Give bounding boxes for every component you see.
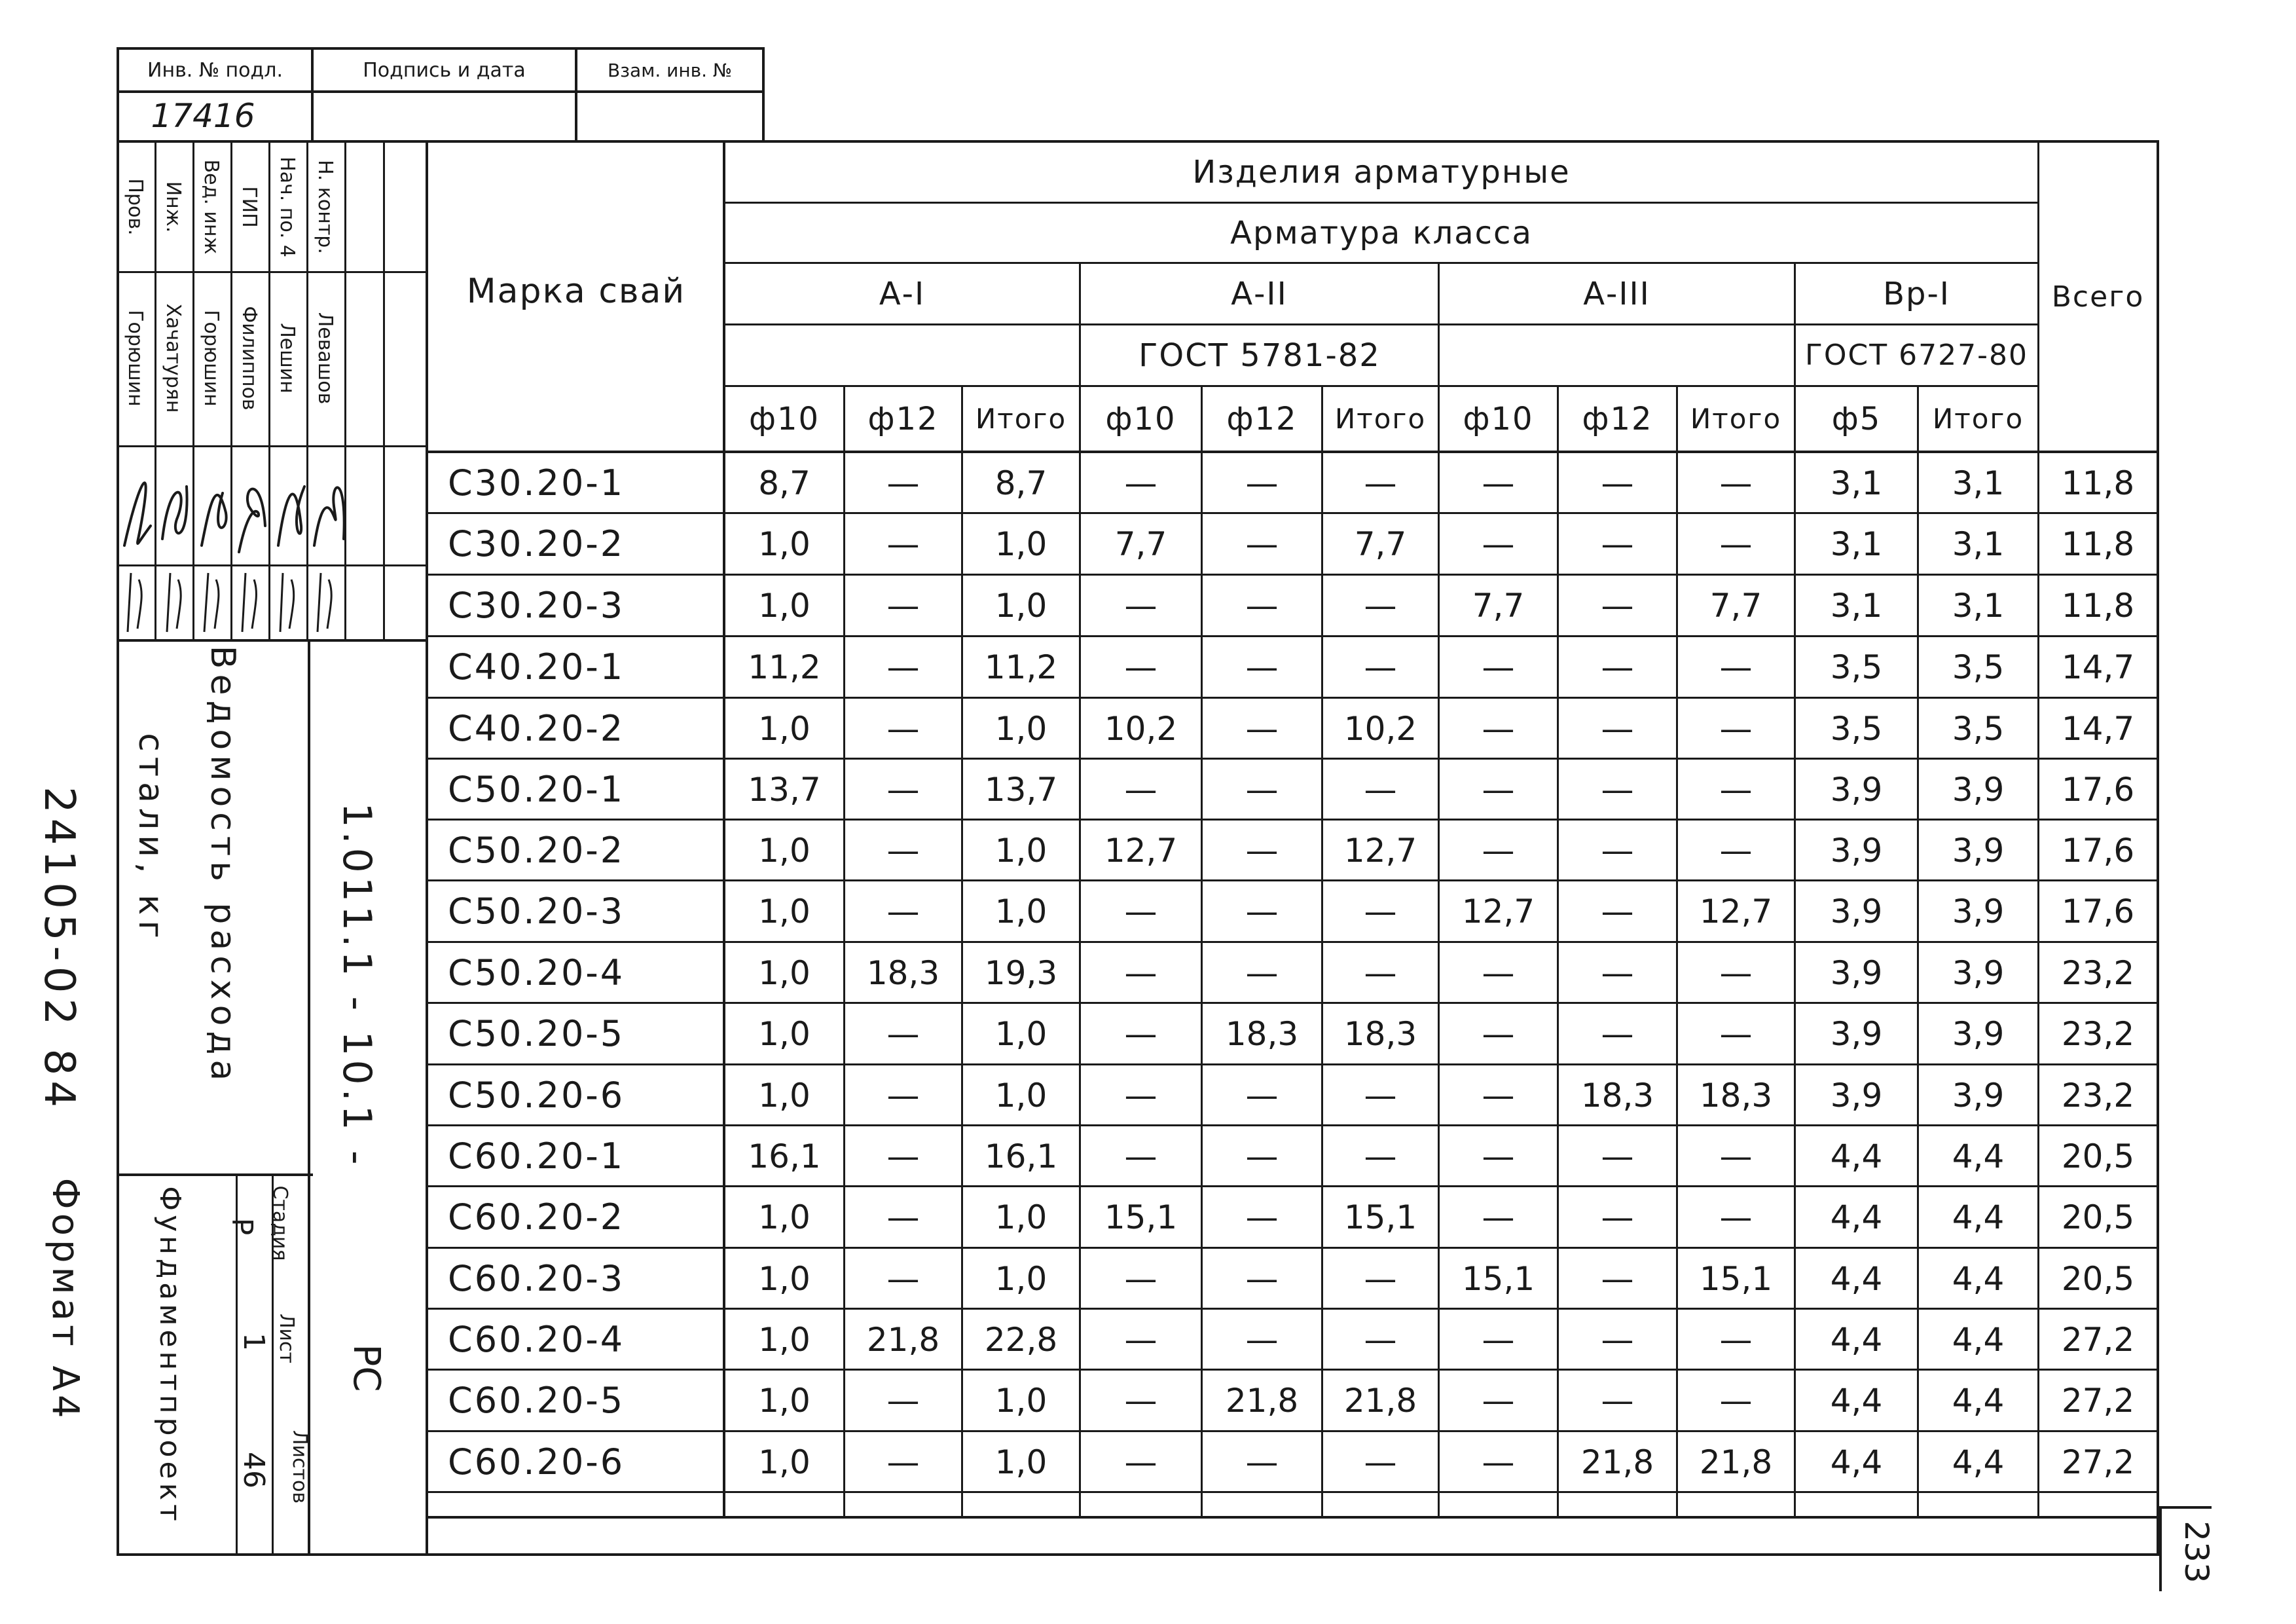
table-cell: 15,1 [1699, 1259, 1773, 1298]
table-cell: 1,0 [758, 1198, 811, 1236]
table-cell: 27,2 [2061, 1443, 2135, 1481]
table-cell: 13,7 [748, 770, 821, 809]
table-cell: 3,9 [1830, 892, 1883, 931]
table-cell: 4,4 [1830, 1381, 1883, 1420]
table-cell: — [1601, 525, 1634, 563]
table-cell: 1,0 [994, 586, 1048, 625]
table-cell: — [1364, 953, 1397, 992]
inventory-number: 17416 [151, 97, 255, 135]
table-cell: 1,0 [758, 953, 811, 992]
table-cell: — [886, 1137, 920, 1175]
table-cell: — [1245, 525, 1279, 563]
table-cell: — [1601, 1137, 1634, 1175]
table-cell: 16,1 [984, 1137, 1058, 1175]
table-cell: — [1124, 464, 1157, 502]
table-cell: 1,0 [994, 525, 1048, 563]
table-cell: — [1245, 892, 1279, 931]
mark-header: Марка свай [466, 272, 686, 311]
pile-mark-cell: С30.20-2 [448, 523, 625, 564]
signature-dates [118, 566, 386, 638]
table-cell: 12,7 [1699, 892, 1773, 931]
sub-a2-d12: ф12 [1226, 400, 1298, 437]
table-cell: 18,3 [1225, 1014, 1299, 1053]
table-cell: — [1124, 770, 1157, 809]
table-cell: 17,6 [2061, 831, 2135, 870]
sub-a1-d12: ф12 [867, 400, 939, 437]
table-cell: — [1601, 953, 1634, 992]
table-cell: 21,8 [1699, 1443, 1773, 1481]
table-cell: 21,8 [1343, 1381, 1417, 1420]
table-cell: — [1482, 953, 1515, 992]
table-cell: 1,0 [758, 1320, 811, 1359]
table-cell: — [1245, 709, 1279, 748]
table-cell: 1,0 [994, 1014, 1048, 1053]
sub-a2-d10: ф10 [1105, 400, 1176, 437]
archive-number: 24105-02 84 [35, 786, 83, 1113]
table-cell: 8,7 [994, 464, 1048, 502]
role-nach: Нач. по. 4 [276, 157, 299, 257]
table-cell: — [886, 525, 920, 563]
total-header: Всего [2051, 280, 2145, 314]
table-cell: — [1601, 709, 1634, 748]
table-cell: — [1124, 1076, 1157, 1115]
sub-a1-d10: ф10 [748, 400, 820, 437]
table-cell: 3,5 [1952, 709, 2005, 748]
table-cell: — [1364, 586, 1397, 625]
pile-mark-cell: С40.20-2 [448, 708, 625, 749]
table-cell: 18,3 [866, 953, 940, 992]
table-cell: — [1364, 1320, 1397, 1359]
table-cell: — [1364, 1259, 1397, 1298]
inv-podl-label: Инв. № подл. [147, 58, 283, 82]
table-cell: — [1482, 464, 1515, 502]
table-cell: 3,9 [1952, 770, 2005, 809]
table-cell: 15,1 [1461, 1259, 1535, 1298]
table-cell: 4,4 [1952, 1198, 2005, 1236]
table-cell: 18,3 [1699, 1076, 1773, 1115]
table-cell: 3,1 [1830, 586, 1883, 625]
table-cell: — [886, 770, 920, 809]
sub-a3-total: Итого [1690, 403, 1782, 435]
pile-mark-cell: С30.20-1 [448, 462, 625, 504]
table-cell: 4,4 [1830, 1137, 1883, 1175]
table-cell: — [1482, 770, 1515, 809]
table-cell: 3,9 [1952, 892, 2005, 931]
pile-mark-cell: С60.20-2 [448, 1196, 625, 1238]
table-cell: — [1482, 831, 1515, 870]
name-filippov: Филиппов [238, 306, 261, 411]
table-cell: — [1124, 1014, 1157, 1053]
doc-code: 1.011.1 - 10.1 - [334, 802, 380, 1169]
sub-a2-total: Итого [1334, 403, 1427, 435]
table-cell: 4,4 [1952, 1259, 2005, 1298]
pile-mark-cell: С60.20-6 [448, 1441, 625, 1483]
table-cell: — [1245, 1198, 1279, 1236]
table-cell: 21,8 [1225, 1381, 1299, 1420]
table-cell: 20,5 [2061, 1198, 2135, 1236]
table-cell: 7,7 [1709, 586, 1762, 625]
table-cell: — [1364, 648, 1397, 686]
table-cell: 3,9 [1830, 831, 1883, 870]
table-cell: — [1245, 1259, 1279, 1298]
table-cell: — [1719, 1381, 1753, 1420]
format-label: Формат А4 [44, 1177, 87, 1422]
table-cell: — [1601, 586, 1634, 625]
signatures [118, 447, 386, 565]
class-vr1: Вр-I [1883, 275, 1950, 312]
table-cell: — [1245, 1137, 1279, 1175]
table-cell: — [1719, 1014, 1753, 1053]
table-cell: 3,5 [1952, 648, 2005, 686]
class-a3: А-III [1583, 275, 1650, 312]
table-cell: 3,1 [1830, 525, 1883, 563]
table-cell: — [1364, 770, 1397, 809]
table-cell: 12,7 [1461, 892, 1535, 931]
table-cell: — [886, 1259, 920, 1298]
table-cell: — [1482, 1320, 1515, 1359]
stage-code: РС [345, 1344, 388, 1392]
table-cell: 3,1 [1952, 586, 2005, 625]
gost-5781: ГОСТ 5781-82 [1139, 337, 1381, 374]
role-prov: Пров. [124, 178, 147, 236]
table-cell: 20,5 [2061, 1259, 2135, 1298]
table-cell: 3,9 [1830, 953, 1883, 992]
pile-mark-cell: С60.20-3 [448, 1258, 625, 1299]
table-cell: — [1245, 953, 1279, 992]
table-cell: 23,2 [2061, 953, 2135, 992]
table-cell: 23,2 [2061, 1076, 2135, 1115]
table-cell: — [886, 1076, 920, 1115]
sub-a3-d10: ф10 [1463, 400, 1534, 437]
table-cell: 4,4 [1830, 1320, 1883, 1359]
table-cell: 10,2 [1104, 709, 1178, 748]
table-cell: 27,2 [2061, 1381, 2135, 1420]
table-cell: — [1601, 831, 1634, 870]
name-khachaturyan: Хачатурян [162, 303, 185, 413]
table-cell: — [1482, 1198, 1515, 1236]
table-cell: — [1482, 1137, 1515, 1175]
table-cell: 3,1 [1952, 464, 2005, 502]
pile-mark-cell: С40.20-1 [448, 646, 625, 688]
sub-a3-d12: ф12 [1582, 400, 1653, 437]
table-cell: 11,8 [2061, 586, 2135, 625]
table-cell: 1,0 [758, 525, 811, 563]
sub-vr1-total: Итого [1932, 403, 2024, 435]
table-cell: 4,4 [1830, 1443, 1883, 1481]
table-cell: — [1719, 1137, 1753, 1175]
table-cell: 18,3 [1343, 1014, 1417, 1053]
table-cell: 3,9 [1830, 770, 1883, 809]
stadia-label: Стадия [268, 1185, 292, 1261]
table-cell: — [1601, 1381, 1634, 1420]
table-cell: — [1601, 770, 1634, 809]
table-cell: 1,0 [758, 1014, 811, 1053]
table-cell: — [1482, 525, 1515, 563]
table-cell: — [1601, 892, 1634, 931]
table-cell: 22,8 [984, 1320, 1058, 1359]
table-cell: — [886, 586, 920, 625]
table-cell: 3,9 [1830, 1014, 1883, 1053]
table-cell: 1,0 [994, 831, 1048, 870]
class-a2: А-II [1231, 275, 1288, 312]
table-cell: 4,4 [1952, 1443, 2005, 1481]
pile-mark-cell: С60.20-1 [448, 1135, 625, 1177]
table-cell: — [1124, 586, 1157, 625]
table-cell: 4,4 [1952, 1381, 2005, 1420]
table-cell: 15,1 [1343, 1198, 1417, 1236]
table-cell: 3,1 [1830, 464, 1883, 502]
table-cell: — [1719, 953, 1753, 992]
table-cell: — [1364, 1443, 1397, 1481]
table-cell: — [1601, 1198, 1634, 1236]
table-cell: 1,0 [994, 1443, 1048, 1481]
table-cell: 15,1 [1104, 1198, 1178, 1236]
table-cell: 23,2 [2061, 1014, 2135, 1053]
table-cell: 12,7 [1343, 831, 1417, 870]
pile-mark-cell: С60.20-5 [448, 1380, 625, 1421]
table-cell: 11,2 [984, 648, 1058, 686]
table-cell: 3,9 [1952, 1076, 2005, 1115]
table-cell: — [1719, 1320, 1753, 1359]
table-cell: — [1364, 1076, 1397, 1115]
table-cell: 12,7 [1104, 831, 1178, 870]
podpis-data-label: Подпись и дата [363, 58, 526, 82]
table-cell: 11,8 [2061, 464, 2135, 502]
table-cell: 3,5 [1830, 648, 1883, 686]
table-cell: 1,0 [758, 586, 811, 625]
list-label: Лист [275, 1313, 299, 1364]
table-cell: — [1245, 1076, 1279, 1115]
gost-6727: ГОСТ 6727-80 [1805, 339, 2028, 372]
table-cell: 1,0 [994, 1198, 1048, 1236]
table-cell: 1,0 [758, 892, 811, 931]
table-cell: 4,4 [1952, 1320, 2005, 1359]
table-cell: — [886, 1443, 920, 1481]
table-cell: — [886, 648, 920, 686]
table-cell: 16,1 [748, 1137, 821, 1175]
pile-mark-cell: С50.20-6 [448, 1075, 625, 1116]
table-cell: 1,0 [758, 709, 811, 748]
pile-mark-cell: С60.20-4 [448, 1319, 625, 1360]
pile-mark-cell: С50.20-4 [448, 952, 625, 993]
table-cell: 3,1 [1952, 525, 2005, 563]
table-cell: — [1719, 770, 1753, 809]
table-cell: — [886, 1014, 920, 1053]
table-cell: — [1482, 648, 1515, 686]
role-n-kontr: Н. контр. [314, 160, 337, 254]
role-gip: ГИП [238, 186, 261, 228]
table-cell: 1,0 [994, 1381, 1048, 1420]
table-cell: — [1124, 648, 1157, 686]
table-cell: 8,7 [758, 464, 811, 502]
table-cell: — [1719, 464, 1753, 502]
table-cell: — [1719, 709, 1753, 748]
table-cell: 11,2 [748, 648, 821, 686]
table-cell: — [1124, 1259, 1157, 1298]
table-cell: 7,7 [1354, 525, 1407, 563]
page-number: 233 [2178, 1521, 2215, 1583]
table-cell: 11,8 [2061, 525, 2135, 563]
vzam-inv-label: Взам. инв. № [607, 59, 733, 81]
table-cell: 1,0 [758, 831, 811, 870]
table-cell: 17,6 [2061, 892, 2135, 931]
table-cell: 21,8 [1580, 1443, 1654, 1481]
table-cell: 1,0 [758, 1443, 811, 1481]
table-cell: 27,2 [2061, 1320, 2135, 1359]
table-cell: 1,0 [994, 709, 1048, 748]
table-cell: — [1364, 892, 1397, 931]
table-cell: — [1601, 464, 1634, 502]
table-cell: — [1601, 648, 1634, 686]
sub-vr1-d5: ф5 [1831, 400, 1882, 437]
role-ved-inzh: Вед. инж [200, 159, 223, 255]
group-title: Изделия арматурные [1192, 154, 1571, 191]
table-cell: — [1719, 525, 1753, 563]
table-cell: — [886, 1381, 920, 1420]
table-cell: 1,0 [994, 892, 1048, 931]
table-cell: — [1245, 648, 1279, 686]
table-cell: — [1364, 464, 1397, 502]
table-cell: — [1482, 1076, 1515, 1115]
table-cell: — [886, 464, 920, 502]
table-cell: — [1482, 1014, 1515, 1053]
table-cell: 3,9 [1830, 1076, 1883, 1115]
organization: Фундаментпроект [153, 1186, 187, 1525]
table-cell: 19,3 [984, 953, 1058, 992]
table-cell: — [886, 1198, 920, 1236]
table-cell: 1,0 [758, 1259, 811, 1298]
table-cell: 7,7 [1472, 586, 1525, 625]
table-cell: — [1245, 770, 1279, 809]
table-cell: 1,0 [758, 1381, 811, 1420]
class-a1: А-I [879, 275, 926, 312]
table-cell: — [886, 892, 920, 931]
name-goryushin-1: Горюшин [124, 310, 147, 407]
table-cell: — [1245, 831, 1279, 870]
table-cell: 1,0 [758, 1076, 811, 1115]
table-cell: — [1124, 953, 1157, 992]
table-cell: — [1124, 1443, 1157, 1481]
doc-title-line-2: стали, кг [131, 733, 170, 944]
table-cell: — [1245, 586, 1279, 625]
table-cell: — [1245, 464, 1279, 502]
table-cell: — [1124, 1137, 1157, 1175]
table-cell: — [1601, 1320, 1634, 1359]
table-cell: — [1601, 1014, 1634, 1053]
table-cell: 3,9 [1952, 1014, 2005, 1053]
table-cell: 4,4 [1830, 1198, 1883, 1236]
stadia-value: Р [225, 1217, 259, 1236]
table-cell: 10,2 [1343, 709, 1417, 748]
listov-label: Листов [288, 1430, 312, 1504]
table-cell: 18,3 [1580, 1076, 1654, 1115]
table-cell: — [1601, 1259, 1634, 1298]
table-cell: 4,4 [1952, 1137, 2005, 1175]
role-inzh: Инж. [162, 181, 185, 233]
name-levashov: Левашов [314, 312, 337, 405]
doc-title-line-1: Ведомость расхода [203, 645, 242, 1086]
pile-mark-cell: С50.20-2 [448, 830, 625, 871]
table-cell: — [886, 831, 920, 870]
table-cell: 3,5 [1830, 709, 1883, 748]
table-cell: — [1719, 831, 1753, 870]
name-leshin: Лешин [276, 323, 299, 394]
table-cell: — [1719, 1198, 1753, 1236]
table-cell: 4,4 [1830, 1259, 1883, 1298]
table-cell: — [1245, 1443, 1279, 1481]
table-cell: — [1245, 1320, 1279, 1359]
table-cell: 17,6 [2061, 770, 2135, 809]
name-goryushin-2: Горюшин [200, 310, 223, 407]
table-cell: 14,7 [2061, 709, 2135, 748]
table-cell: 21,8 [866, 1320, 940, 1359]
table-cell: — [1124, 1320, 1157, 1359]
pile-mark-cell: С50.20-3 [448, 891, 625, 932]
listov-value: 46 [237, 1452, 271, 1488]
pile-mark-cell: С50.20-5 [448, 1013, 625, 1054]
table-cell: 7,7 [1114, 525, 1167, 563]
table-cell: — [1482, 1443, 1515, 1481]
pile-mark-cell: С50.20-1 [448, 769, 625, 810]
table-cell: — [886, 709, 920, 748]
table-cell: 1,0 [994, 1076, 1048, 1115]
table-cell: 1,0 [994, 1259, 1048, 1298]
table-cell: 20,5 [2061, 1137, 2135, 1175]
table-cell: 13,7 [984, 770, 1058, 809]
class-title: Арматура класса [1230, 214, 1533, 251]
sub-a1-total: Итого [975, 403, 1067, 435]
table-cell: — [1482, 709, 1515, 748]
table-cell: 3,9 [1952, 953, 2005, 992]
table-cell: — [1482, 1381, 1515, 1420]
table-cell: — [1719, 648, 1753, 686]
table-cell: — [1364, 1137, 1397, 1175]
table-cell: — [1124, 1381, 1157, 1420]
table-cell: 14,7 [2061, 648, 2135, 686]
table-cell: — [1124, 892, 1157, 931]
pile-mark-cell: С30.20-3 [448, 585, 625, 626]
table-cell: 3,9 [1952, 831, 2005, 870]
list-value: 1 [237, 1333, 271, 1351]
